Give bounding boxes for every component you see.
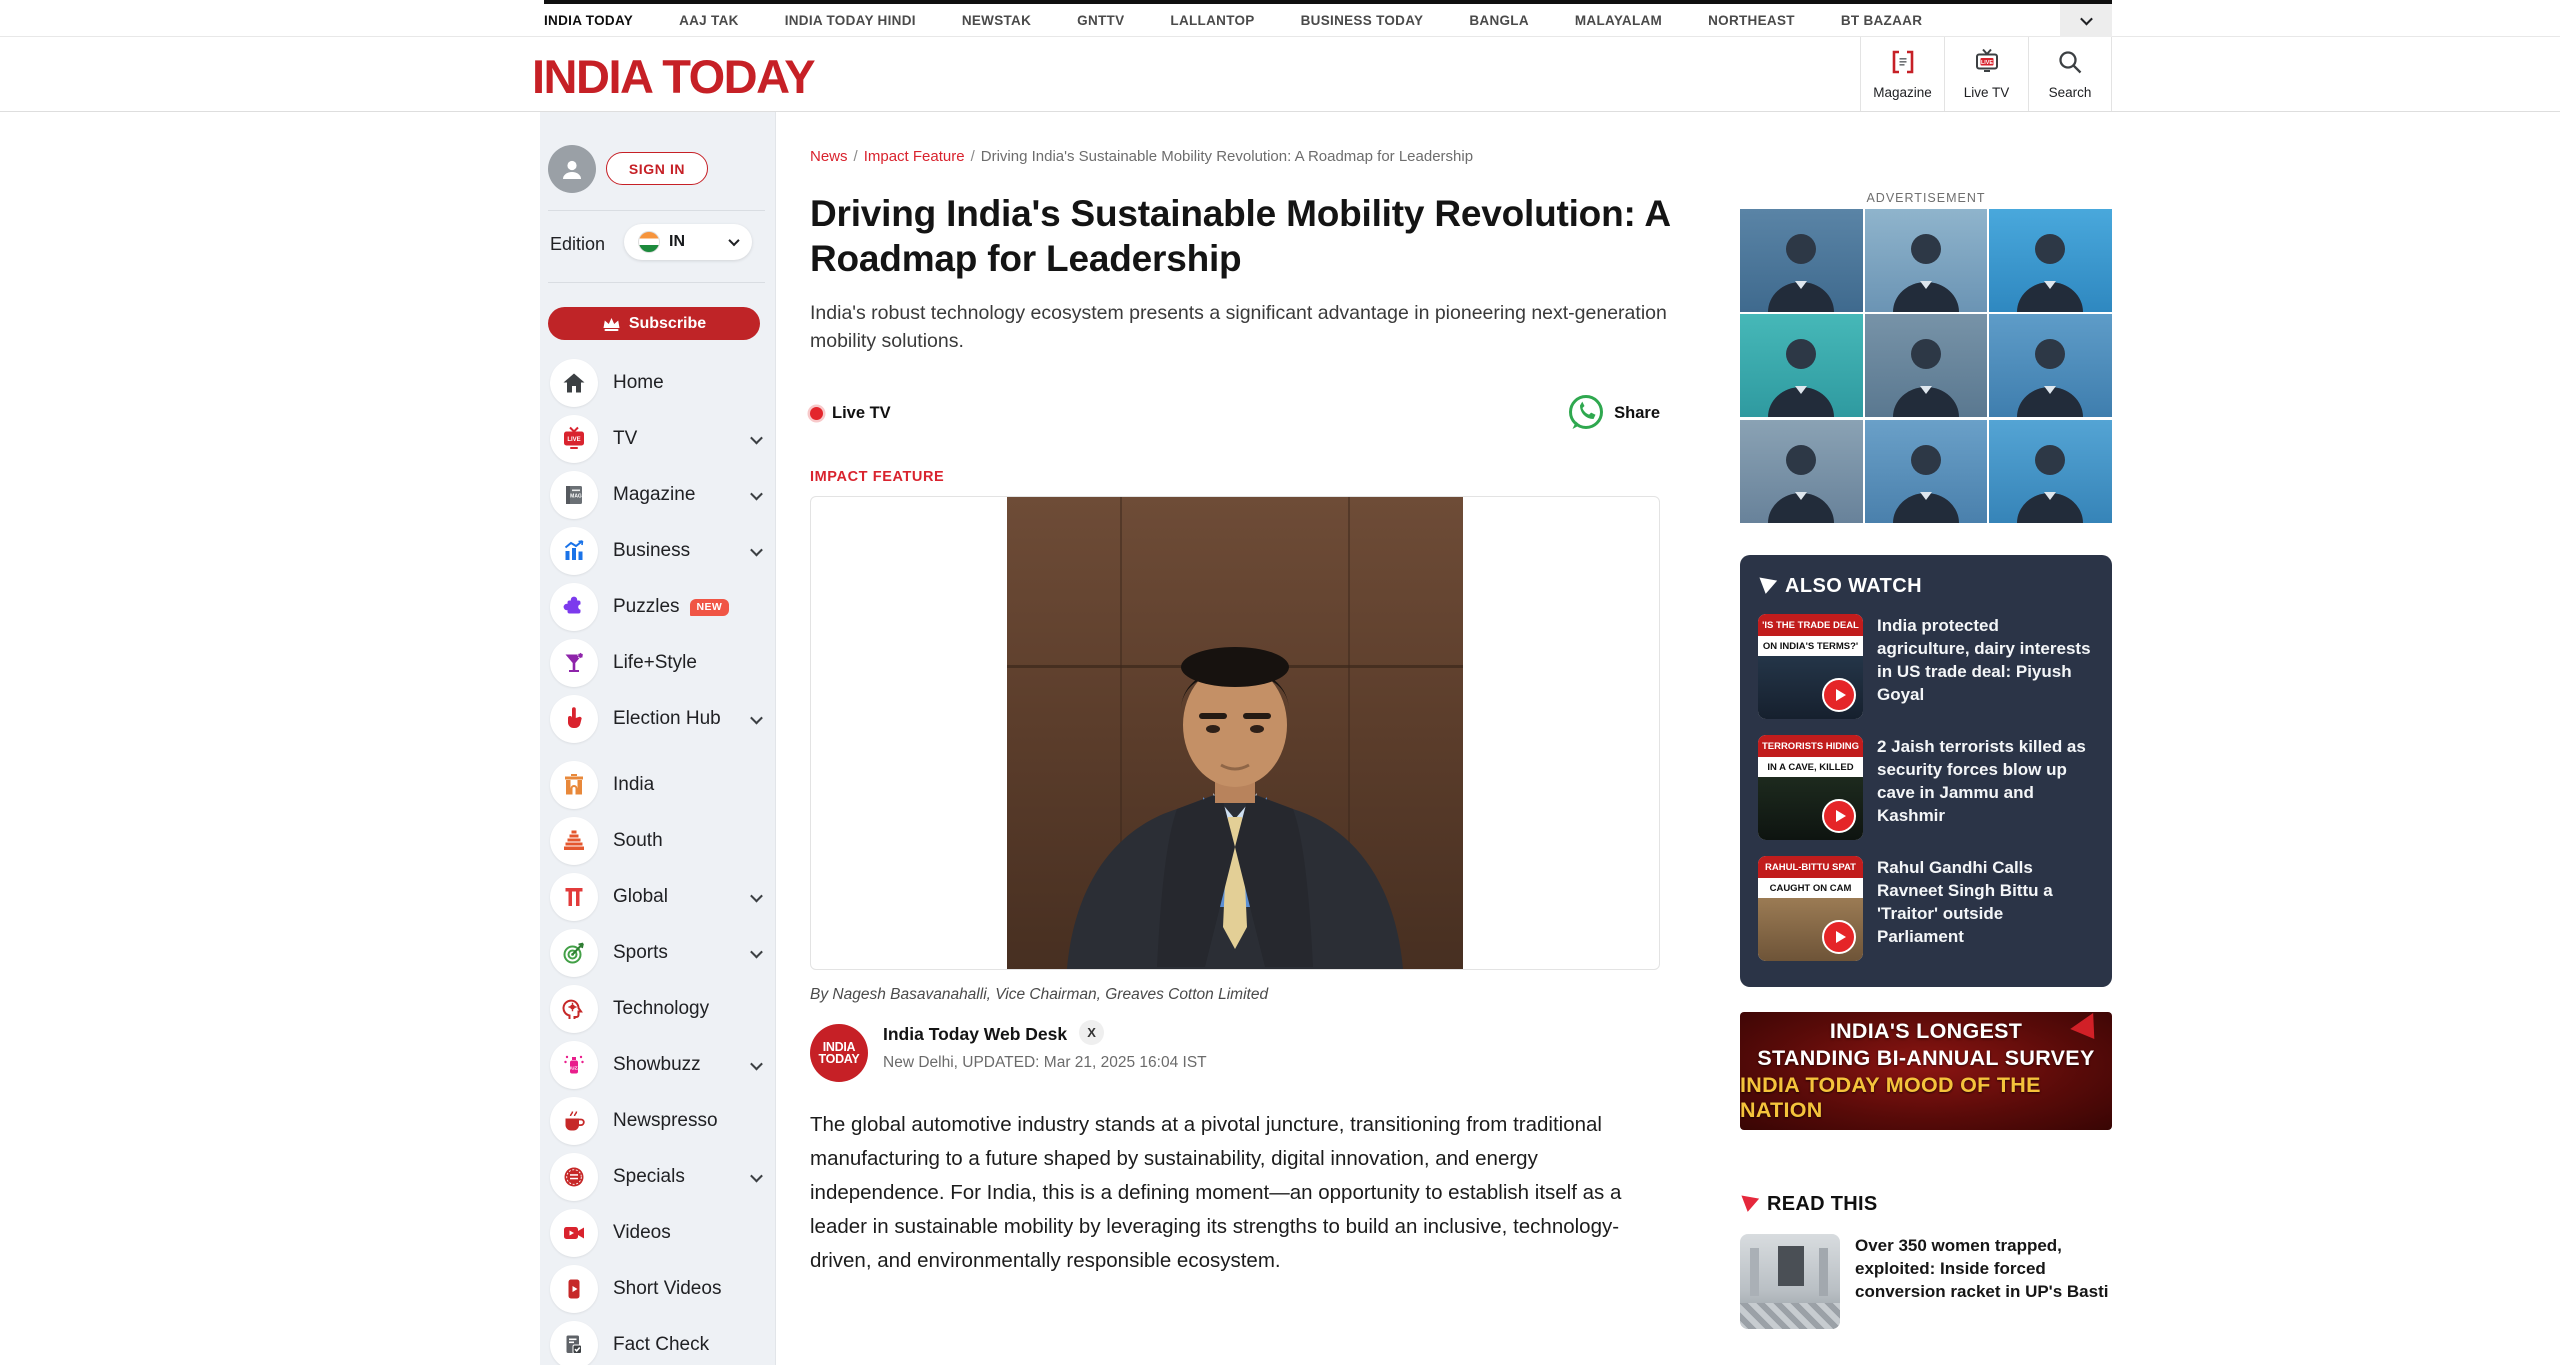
channel-more-button[interactable]	[2060, 4, 2112, 37]
ad-portrait-photo	[1740, 420, 1863, 523]
sidebar-item-label: TV	[613, 428, 638, 449]
also-watch-item[interactable]	[1758, 735, 2094, 840]
sidebar-item-label: Magazine	[613, 484, 696, 505]
advertisement[interactable]	[1740, 209, 2112, 523]
sidebar-item-puzzles[interactable]	[540, 579, 775, 635]
magazine-gray-icon	[550, 471, 598, 519]
banner-line: STANDING BI-ANNUAL SURVEY	[1757, 1046, 2095, 1070]
sidebar-item-fact-check[interactable]	[540, 1317, 775, 1365]
channel-link-northeast[interactable]: NORTHEAST	[1708, 12, 1795, 28]
live-tv-label: Live TV	[1963, 85, 2010, 100]
breadcrumb	[810, 148, 1690, 165]
sidebar-item-label: Technology	[613, 998, 710, 1019]
play-icon[interactable]	[1822, 920, 1856, 954]
sidebar-item-tv[interactable]	[540, 411, 775, 467]
globe-icon	[550, 873, 598, 921]
live-tv-button[interactable]	[1944, 37, 2028, 111]
read-this-item-title[interactable]: Over 350 women trapped, exploited: Inside forced conversion racket in UP's Basti	[1855, 1236, 2109, 1301]
sidebar-item-label: Short Videos	[613, 1278, 722, 1299]
also-watch-list	[1758, 614, 2094, 961]
breadcrumb-separator: /	[970, 148, 975, 165]
puzzle-icon	[550, 583, 598, 631]
thumbnail-caption: TERRORISTS HIDING	[1758, 735, 1863, 757]
sidebar-item-label: Home	[613, 372, 664, 393]
sidebar-item-label: Puzzles	[613, 596, 680, 617]
thumbnail-caption: ON INDIA'S TERMS?'	[1758, 636, 1863, 656]
ad-portrait-photo	[1865, 209, 1988, 312]
ad-portrait-photo	[1865, 314, 1988, 417]
magazine-icon	[1889, 48, 1917, 81]
ad-portrait-photo	[1865, 420, 1988, 523]
thumbnail-caption: IN A CAVE, KILLED	[1758, 757, 1863, 777]
india-today-logo[interactable]: INDIA TODAY	[532, 50, 815, 103]
channel-link-malayalam[interactable]: MALAYALAM	[1574, 12, 1663, 28]
chevron-down-icon[interactable]	[750, 487, 763, 500]
site-header	[0, 37, 2560, 112]
channel-link-newstak[interactable]: NEWSTAK	[961, 12, 1032, 28]
showbuzz-icon	[550, 1041, 598, 1089]
chevron-down-icon[interactable]	[750, 543, 763, 556]
channel-link-gnttv[interactable]: GNTTV	[1077, 12, 1125, 28]
breadcrumb-link-impact-feature[interactable]: Impact Feature	[863, 148, 965, 165]
sidebar-menu	[540, 355, 775, 1365]
india-gate-icon	[550, 761, 598, 809]
channel-link-aaj-tak[interactable]: AAJ TAK	[679, 12, 739, 28]
ad-portrait-photo	[1989, 209, 2112, 312]
play-icon[interactable]	[1822, 678, 1856, 712]
sidebar-item-label: Election Hub	[613, 708, 721, 729]
updated-timestamp: UPDATED: Mar 21, 2025 16:04 IST	[962, 1054, 1207, 1071]
sign-in-button[interactable]: SIGN IN	[606, 152, 708, 185]
article-column	[810, 112, 1690, 1278]
also-watch-title: ALSO WATCH	[1785, 575, 1922, 597]
header-actions	[1860, 37, 2112, 111]
ad-portrait-photo	[1989, 314, 2112, 417]
video-thumbnail[interactable]	[1758, 735, 1863, 840]
article-image-card	[810, 496, 1660, 970]
sidebar-item-sports[interactable]	[540, 925, 775, 981]
sidebar-item-label: South	[613, 830, 663, 851]
sidebar-item-newspresso[interactable]	[540, 1093, 775, 1149]
channel-link-business-today[interactable]: BUSINESS TODAY	[1300, 12, 1424, 28]
also-watch-item-title[interactable]: India protected agriculture, dairy interests in US trade deal: Piyush Goyal	[1877, 616, 2091, 704]
also-watch-item-title[interactable]: 2 Jaish terrorists killed as security forces blow up cave in Jammu and Kashmir	[1877, 737, 2086, 825]
also-watch-item-title[interactable]: Rahul Gandhi Calls Ravneet Singh Bittu a 'Traitor' outside Parliament	[1877, 858, 2053, 946]
article-image	[1007, 497, 1463, 969]
magazine-label: Magazine	[1873, 85, 1932, 100]
sidebar-item-magazine[interactable]	[540, 467, 775, 523]
india-today-badge	[2070, 1013, 2106, 1047]
channel-link-india-today[interactable]: INDIA TODAY	[544, 12, 634, 28]
whatsapp-icon	[1566, 393, 1606, 433]
ad-portrait-photo	[1989, 420, 2112, 523]
dateline-city: New Delhi,	[883, 1054, 958, 1071]
also-watch-icon	[1757, 578, 1777, 596]
home-icon	[550, 359, 598, 407]
sidebar-item-label: Life+Style	[613, 652, 697, 673]
chevron-down-icon[interactable]	[750, 431, 763, 444]
sidebar-item-showbuzz[interactable]	[540, 1037, 775, 1093]
video-thumbnail[interactable]	[1758, 614, 1863, 719]
article-thumbnail[interactable]	[1740, 1234, 1840, 1329]
temple-icon	[550, 817, 598, 865]
dateline	[883, 1054, 1207, 1072]
india-today-avatar[interactable]	[810, 1024, 868, 1082]
breadcrumb-current: Driving India's Sustainable Mobility Revolution: A Roadmap for Leadership	[980, 148, 1474, 165]
sidebar-item-label: Specials	[613, 1166, 685, 1187]
sidebar-item-label: Videos	[613, 1222, 671, 1243]
svg-text:LIVE: LIVE	[567, 436, 581, 443]
ad-portrait-photo	[1740, 314, 1863, 417]
sidebar-item-label: India	[613, 774, 655, 795]
sidebar-item-label: Fact Check	[613, 1334, 710, 1355]
article-body: The global automotive industry stands at a pivotal juncture, transitioning from traditional manufacturing to a future shaped by sustainability, digital innovation, and energy independence. For India, this is a defining moment—an opportunity to establish itself as a leader in sustainable mobility by leveraging its strengths to build an inclusive, technology-driven, and environmentally responsible ecosystem.	[810, 1113, 1622, 1272]
specials-icon	[550, 1153, 598, 1201]
whatsapp-share-button[interactable]	[1566, 393, 1660, 433]
live-dot-icon	[810, 407, 823, 420]
sidebar-item-election-hub[interactable]	[540, 691, 775, 747]
author-name[interactable]: India Today Web Desk	[883, 1024, 1068, 1044]
advertisement-label: ADVERTISEMENT	[1866, 191, 1986, 205]
mood-of-the-nation-banner[interactable]	[1740, 1012, 2112, 1130]
live-tv-link[interactable]: Live TV	[832, 403, 891, 422]
sidebar-item-home[interactable]	[540, 355, 775, 411]
channel-link-india-today-hindi[interactable]: INDIA TODAY HINDI	[784, 12, 916, 28]
banner-line: INDIA TODAY MOOD OF THE NATION	[1740, 1073, 2041, 1122]
svg-text:BUZZ: BUZZ	[568, 1065, 580, 1071]
crown-icon	[602, 316, 621, 332]
magazine-button[interactable]	[1860, 37, 1944, 111]
sidebar	[540, 112, 776, 1365]
svg-text:LIVE: LIVE	[1980, 59, 1993, 66]
channel-bar	[0, 0, 2560, 37]
author-logo-text: INDIA	[822, 1039, 856, 1054]
sidebar-item-south[interactable]	[540, 813, 775, 869]
divider	[548, 282, 765, 283]
page-title: Driving India's Sustainable Mobility Revolution: A Roadmap for Leadership	[810, 193, 1670, 279]
technology-icon	[550, 985, 598, 1033]
sidebar-item-life-style[interactable]	[540, 635, 775, 691]
search-button[interactable]	[2028, 37, 2112, 111]
category-label[interactable]: IMPACT FEATURE	[810, 469, 945, 485]
sidebar-item-short-videos[interactable]	[540, 1261, 775, 1317]
sidebar-item-specials[interactable]	[540, 1149, 775, 1205]
chevron-down-icon[interactable]	[750, 1057, 763, 1070]
user-icon	[559, 156, 585, 182]
sidebar-item-technology[interactable]	[540, 981, 775, 1037]
video-thumbnail[interactable]	[1758, 856, 1863, 961]
read-this-item[interactable]	[1740, 1234, 2112, 1329]
divider	[548, 210, 765, 211]
thumbnail-caption: 'IS THE TRADE DEAL	[1758, 614, 1863, 636]
breadcrumb-link-news[interactable]: News	[810, 148, 848, 165]
also-watch-section	[1740, 555, 2112, 987]
author-row	[810, 1024, 1690, 1082]
ad-portrait-photo	[1740, 209, 1863, 312]
chevron-down-icon[interactable]	[750, 1169, 763, 1182]
thumbnail-caption: RAHUL-BITTU SPAT	[1758, 856, 1863, 878]
author-logo-text: TODAY	[818, 1052, 860, 1066]
election-icon	[550, 695, 598, 743]
lifestyle-icon	[550, 639, 598, 687]
sidebar-item-label: Showbuzz	[613, 1054, 701, 1075]
read-this-title: READ THIS	[1767, 1193, 1878, 1215]
read-this-section	[1740, 1193, 2112, 1329]
article-subtitle: India's robust technology ecosystem presents a significant advantage in pioneering next-generation mobility solutions.	[810, 302, 1667, 352]
also-watch-item[interactable]	[1758, 856, 2094, 961]
sidebar-item-label: Sports	[613, 942, 668, 963]
fact-check-icon	[550, 1321, 598, 1365]
breadcrumb-separator: /	[853, 148, 858, 165]
read-this-icon	[1739, 1196, 1759, 1214]
svg-text:MAG: MAG	[570, 493, 582, 500]
search-icon	[2056, 48, 2084, 81]
new-badge: NEW	[690, 599, 730, 616]
subscribe-label: Subscribe	[628, 314, 707, 332]
avatar[interactable]	[548, 145, 596, 193]
sidebar-item-business[interactable]	[540, 523, 775, 579]
india-flag-icon	[638, 231, 660, 253]
read-this-list	[1740, 1234, 2112, 1329]
edition-value: IN	[669, 233, 685, 250]
chevron-down-icon[interactable]	[750, 889, 763, 902]
image-caption: By Nagesh Basavanahalli, Vice Chairman, Greaves Cotton Limited	[810, 986, 1269, 1003]
article-meta-row	[810, 393, 1660, 433]
short-videos-icon	[550, 1265, 598, 1313]
edition-selector[interactable]	[624, 224, 752, 260]
edition-label: Edition	[550, 234, 606, 254]
thumbnail-caption: CAUGHT ON CAM	[1758, 878, 1863, 898]
sports-icon	[550, 929, 598, 977]
banner-line: INDIA'S LONGEST	[1829, 1019, 2023, 1043]
share-label: Share	[1614, 403, 1660, 422]
sidebar-item-label: Newspresso	[613, 1110, 718, 1131]
also-watch-item[interactable]	[1758, 614, 2094, 719]
right-rail	[1740, 112, 2112, 1365]
live-tv-icon	[1973, 48, 2001, 81]
search-label: Search	[2048, 85, 2092, 100]
chevron-down-icon	[728, 235, 739, 246]
chevron-down-icon[interactable]	[750, 711, 763, 724]
sidebar-item-videos[interactable]	[540, 1205, 775, 1261]
live-tv-red-icon	[550, 415, 598, 463]
sidebar-item-label: Global	[613, 886, 668, 907]
channel-bar-items	[544, 0, 2112, 36]
x-social-icon[interactable]: X	[1079, 1020, 1104, 1045]
videos-icon	[550, 1209, 598, 1257]
play-icon[interactable]	[1822, 799, 1856, 833]
coffee-icon	[550, 1097, 598, 1145]
chevron-down-icon	[2080, 12, 2093, 25]
sidebar-item-global[interactable]	[540, 869, 775, 925]
sidebar-item-india[interactable]	[540, 757, 775, 813]
chevron-down-icon[interactable]	[750, 945, 763, 958]
channel-link-lallantop[interactable]: LALLANTOP	[1170, 12, 1255, 28]
business-icon	[550, 527, 598, 575]
channel-link-bangla[interactable]: BANGLA	[1469, 12, 1529, 28]
sidebar-item-label: Business	[613, 540, 691, 561]
subscribe-button[interactable]	[548, 307, 760, 340]
channel-link-bt-bazaar[interactable]: BT BAZAAR	[1840, 12, 1923, 28]
